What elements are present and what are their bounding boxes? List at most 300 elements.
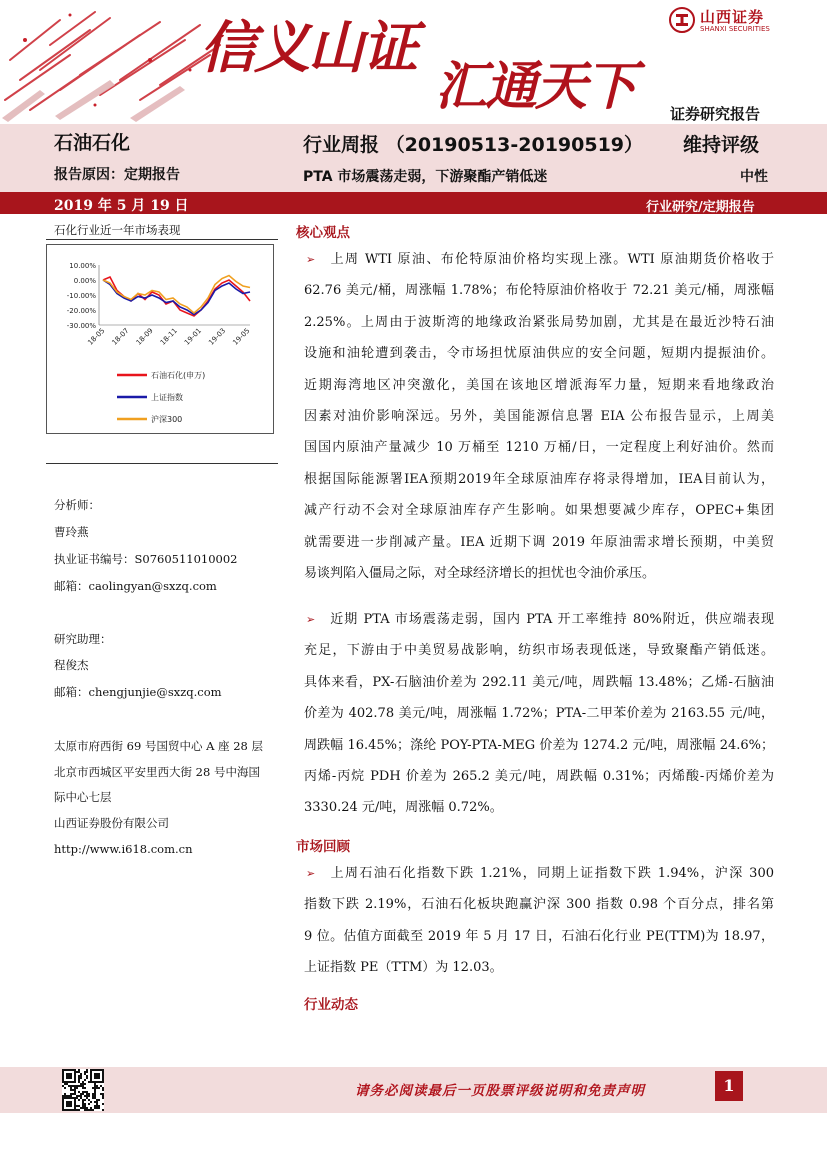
qr-module — [82, 1107, 84, 1109]
qr-module — [96, 1105, 98, 1107]
qr-module — [70, 1069, 72, 1071]
qr-module — [90, 1081, 92, 1083]
qr-module — [94, 1107, 96, 1109]
banner — [0, 0, 827, 124]
qr-module — [80, 1075, 82, 1077]
qr-module — [94, 1091, 96, 1093]
x-tick-label: 18-11 — [158, 326, 179, 347]
paragraph-line: 近期海湾地区冲突激化，美国在该地区增派海军力量，短期来看地缘政治 — [304, 377, 774, 393]
qr-module — [76, 1095, 78, 1097]
qr-module — [98, 1107, 100, 1109]
qr-module — [90, 1107, 92, 1109]
qr-module — [92, 1095, 94, 1097]
qr-module — [86, 1077, 88, 1079]
qr-module — [90, 1079, 92, 1081]
report-type: 证券研究报告 — [670, 105, 761, 123]
qr-module — [102, 1071, 104, 1073]
qr-module — [94, 1097, 96, 1099]
qr-module — [62, 1109, 64, 1111]
slogan-part2: 汇通天下 — [435, 56, 636, 117]
qr-module — [70, 1095, 72, 1097]
qr-module — [88, 1103, 90, 1105]
qr-module — [80, 1095, 82, 1097]
qr-module — [86, 1075, 88, 1077]
qr-module — [74, 1101, 76, 1103]
logo-name: 山西证券 — [700, 8, 765, 26]
qr-module — [90, 1075, 92, 1077]
qr-module — [100, 1069, 102, 1071]
qr-module — [90, 1077, 92, 1079]
qr-module — [70, 1081, 72, 1083]
qr-module — [64, 1081, 66, 1083]
qr-module — [68, 1069, 70, 1071]
qr-module — [94, 1085, 96, 1087]
qr-module — [64, 1109, 66, 1111]
qr-module — [80, 1083, 82, 1085]
analyst-email[interactable]: 邮箱：caolingyan@sxzq.com — [54, 579, 217, 593]
qr-module — [96, 1077, 98, 1079]
bullet-arrow-icon: ➢ — [306, 867, 316, 880]
qr-module — [92, 1109, 94, 1111]
qr-module — [84, 1073, 86, 1075]
legend-label: 石油石化(申万) — [151, 371, 206, 380]
qr-module — [94, 1101, 96, 1103]
qr-module — [90, 1073, 92, 1075]
qr-module — [70, 1085, 72, 1087]
paragraph-line: 2.25%。上周由于波斯湾的地缘政治紧张局势加剧，尤其是在最近沙特石油 — [304, 314, 774, 330]
paragraph-line: 周跌幅 16.45%；涤纶 POY-PTA-MEG 价差为 1274.2 元/吨，周涨幅 24.6%； — [304, 737, 774, 753]
section-title-market-review: 市场回顾 — [296, 839, 350, 855]
qr-module — [78, 1077, 80, 1079]
qr-module — [78, 1081, 80, 1083]
company-url[interactable]: http://www.i618.com.cn — [54, 842, 193, 856]
qr-module — [68, 1103, 70, 1105]
qr-module — [78, 1069, 80, 1071]
qr-module — [64, 1087, 66, 1089]
qr-module — [70, 1097, 72, 1099]
qr-module — [100, 1093, 102, 1095]
qr-module — [88, 1109, 90, 1111]
page-number: 1 — [715, 1071, 743, 1101]
qr-module — [84, 1083, 86, 1085]
qr-module — [86, 1097, 88, 1099]
qr-code-icon — [62, 1069, 104, 1111]
qr-module — [72, 1109, 74, 1111]
qr-module — [74, 1069, 76, 1071]
disclaimer[interactable]: 请务必阅读最后一页股票评级说明和免责声明 — [355, 1083, 645, 1099]
qr-module — [82, 1105, 84, 1107]
qr-module — [86, 1107, 88, 1109]
paragraph-line: 价差为 402.78 美元/吨，周涨幅 1.72%；PTA-二甲苯价差为 2163.55 元/吨， — [304, 706, 774, 722]
logo-english: SHANXI SECURITIES — [700, 25, 770, 33]
qr-module — [62, 1095, 64, 1097]
qr-module — [74, 1077, 76, 1079]
qr-module — [94, 1083, 96, 1085]
qr-module — [80, 1077, 82, 1079]
qr-module — [70, 1105, 72, 1107]
qr-module — [68, 1081, 70, 1083]
qr-module — [86, 1095, 88, 1097]
qr-module — [68, 1075, 70, 1077]
qr-module — [102, 1089, 104, 1091]
paragraph-line: 根据国际能源署IEA预期2019年全球原油库存将录得增加，IEA目前认为， — [304, 471, 774, 487]
analyst-cert: 执业证书编号：S0760511010002 — [54, 552, 238, 566]
qr-module — [66, 1103, 68, 1105]
qr-module — [96, 1107, 98, 1109]
qr-module — [102, 1097, 104, 1099]
qr-module — [80, 1097, 82, 1099]
qr-module — [96, 1081, 98, 1083]
x-tick-label: 18-09 — [134, 326, 155, 347]
qr-module — [64, 1093, 66, 1095]
qr-module — [94, 1105, 96, 1107]
qr-module — [98, 1075, 100, 1077]
x-tick-label: 18-05 — [86, 326, 107, 347]
qr-module — [94, 1095, 96, 1097]
paragraph-market-review — [304, 858, 774, 984]
x-tick-label: 19-01 — [183, 326, 204, 347]
qr-module — [100, 1085, 102, 1087]
chart-title: 石化行业近一年市场表现 — [54, 223, 181, 237]
paragraph-line: 就需要进一步削减产量。IEA 近期下调 2019 年原油需求增长预期，中美贸 — [304, 534, 774, 550]
qr-module — [74, 1105, 76, 1107]
paragraph-crude-oil — [304, 244, 774, 589]
bullet-arrow-icon: ➢ — [306, 613, 316, 626]
qr-module — [74, 1109, 76, 1111]
qr-module — [62, 1079, 64, 1081]
qr-module — [74, 1075, 76, 1077]
qr-module — [102, 1073, 104, 1075]
qr-module — [102, 1075, 104, 1077]
paragraph-line: ➢ 近期 PTA 市场震荡走弱，国内 PTA 开工率维持 80%附近，供应端表现 — [306, 612, 774, 627]
qr-module — [78, 1085, 80, 1087]
qr-module — [66, 1075, 68, 1077]
assistant-label: 研究助理： — [54, 632, 112, 646]
qr-module — [102, 1077, 104, 1079]
qr-module — [94, 1077, 96, 1079]
paragraph-line: 9 位。估值方面截至 2019 年 5 月 17 日，石油石化行业 PE(TTM)为 18.97， — [304, 928, 774, 944]
qr-module — [98, 1087, 100, 1089]
paragraph-line: 易谈判陷入僵局之际，对全球经济增长的担忧也令油价承压。 — [304, 566, 656, 582]
qr-module — [102, 1093, 104, 1095]
qr-module — [94, 1081, 96, 1083]
qr-module — [72, 1097, 74, 1099]
qr-module — [66, 1095, 68, 1097]
qr-module — [82, 1093, 84, 1095]
industry-name: 石油石化 — [54, 132, 131, 154]
qr-module — [78, 1079, 80, 1081]
x-tick-label: 19-05 — [231, 326, 252, 347]
qr-module — [82, 1087, 84, 1089]
qr-module — [96, 1085, 98, 1087]
qr-module — [90, 1071, 92, 1073]
qr-module — [92, 1097, 94, 1099]
qr-module — [70, 1109, 72, 1111]
qr-module — [82, 1083, 84, 1085]
qr-module — [94, 1069, 96, 1071]
qr-module — [102, 1109, 104, 1111]
qr-module — [78, 1099, 80, 1101]
qr-module — [98, 1069, 100, 1071]
qr-module — [78, 1109, 80, 1111]
qr-module — [74, 1081, 76, 1083]
market-chart — [46, 244, 274, 434]
qr-module — [98, 1077, 100, 1079]
qr-module — [70, 1101, 72, 1103]
address-line: 北京市西城区平安里西大街 28 号中海国 — [54, 765, 260, 779]
divider — [46, 239, 278, 240]
qr-module — [62, 1075, 64, 1077]
qr-module — [64, 1097, 66, 1099]
bullet-arrow-icon: ➢ — [306, 253, 316, 266]
qr-module — [84, 1105, 86, 1107]
qr-module — [62, 1107, 64, 1109]
qr-module — [74, 1097, 76, 1099]
qr-module — [62, 1101, 64, 1103]
qr-module — [66, 1081, 68, 1083]
qr-module — [92, 1081, 94, 1083]
paragraph-line: 上证指数 PE（TTM）为 12.03。 — [304, 960, 503, 976]
paragraph-line: 3330.24 元/吨，周涨幅 0.72%。 — [304, 800, 503, 816]
qr-module — [76, 1071, 78, 1073]
qr-module — [68, 1085, 70, 1087]
section-title-core-view: 核心观点 — [296, 225, 350, 241]
paragraph-line: 丙烯-丙烷 PDH 价差为 265.2 美元/吨，周跌幅 0.31%；丙烯酸-丙烯价差为 — [304, 769, 774, 785]
qr-module — [68, 1109, 70, 1111]
qr-module — [72, 1085, 74, 1087]
qr-module — [80, 1093, 82, 1095]
qr-module — [74, 1099, 76, 1101]
y-tick-label: -30.00% — [66, 322, 96, 330]
qr-module — [78, 1091, 80, 1093]
qr-module — [74, 1093, 76, 1095]
qr-module — [62, 1071, 64, 1073]
assistant-email[interactable]: 邮箱：chengjunjie@sxzq.com — [54, 685, 222, 699]
report-reason: 报告原因：定期报告 — [54, 167, 180, 183]
y-tick-label: -10.00% — [66, 292, 96, 300]
qr-module — [90, 1069, 92, 1071]
qr-module — [102, 1081, 104, 1083]
qr-module — [82, 1101, 84, 1103]
paragraph-line: 指数下跌 2.19%，石油石化板块跑赢沪深 300 指数 0.98 个百分点，排名第 — [304, 897, 774, 913]
qr-module — [84, 1087, 86, 1089]
paragraph-line: ➢ 上周 WTI 原油、布伦特原油价格均实现上涨。WTI 原油期货价格收于 — [306, 252, 774, 267]
qr-module — [78, 1105, 80, 1107]
qr-module — [78, 1095, 80, 1097]
qr-module — [70, 1089, 72, 1091]
qr-module — [94, 1089, 96, 1091]
analyst-name: 曹玲燕 — [54, 525, 89, 539]
qr-module — [68, 1101, 70, 1103]
qr-module — [74, 1087, 76, 1089]
qr-module — [96, 1103, 98, 1105]
legend-label: 沪深300 — [151, 415, 183, 424]
qr-module — [72, 1093, 74, 1095]
assistant-name: 程俊杰 — [54, 658, 89, 672]
qr-module — [68, 1105, 70, 1107]
qr-module — [62, 1073, 64, 1075]
qr-module — [82, 1103, 84, 1105]
qr-module — [66, 1101, 68, 1103]
qr-module — [78, 1075, 80, 1077]
company-name: 山西证券股份有限公司 — [54, 816, 169, 830]
report-date: 2019 年 5 月 19 日 — [54, 198, 189, 214]
qr-module — [66, 1097, 68, 1099]
y-tick-label: 10.00% — [69, 262, 96, 270]
section-title-industry-news: 行业动态 — [304, 997, 358, 1013]
qr-module — [62, 1081, 64, 1083]
qr-module — [74, 1107, 76, 1109]
report-headline: PTA 市场震荡走弱，下游聚酯产销低迷 — [303, 169, 548, 185]
qr-module — [84, 1079, 86, 1081]
qr-module — [98, 1105, 100, 1107]
qr-module — [72, 1069, 74, 1071]
qr-module — [62, 1099, 64, 1101]
report-category: 行业研究/定期报告 — [646, 200, 755, 215]
qr-module — [88, 1095, 90, 1097]
qr-module — [74, 1091, 76, 1093]
qr-module — [64, 1083, 66, 1085]
qr-module — [82, 1085, 84, 1087]
qr-module — [78, 1071, 80, 1073]
qr-module — [80, 1107, 82, 1109]
qr-module — [94, 1093, 96, 1095]
paragraph-line: 国国内原油产量减少 10 万桶至 1210 万桶/日，一定程度上利好油价。然而 — [304, 440, 774, 456]
qr-module — [72, 1089, 74, 1091]
qr-module — [70, 1087, 72, 1089]
qr-module — [74, 1089, 76, 1091]
qr-module — [90, 1109, 92, 1111]
qr-module — [72, 1081, 74, 1083]
qr-module — [94, 1075, 96, 1077]
qr-module — [70, 1093, 72, 1095]
qr-module — [84, 1107, 86, 1109]
qr-module — [82, 1099, 84, 1101]
qr-module — [70, 1103, 72, 1105]
qr-module — [62, 1069, 64, 1071]
qr-module — [82, 1081, 84, 1083]
qr-module — [82, 1091, 84, 1093]
qr-module — [96, 1087, 98, 1089]
address-line: 太原市府西街 69 号国贸中心 A 座 28 层 — [54, 739, 264, 753]
paragraph-line: 减产行动不会对全球原油库存产生影响。如果想要减少库存，OPEC+集团 — [304, 503, 774, 519]
analyst-label: 分析师： — [54, 498, 100, 512]
qr-module — [76, 1085, 78, 1087]
qr-module — [70, 1077, 72, 1079]
qr-module — [80, 1085, 82, 1087]
qr-module — [76, 1109, 78, 1111]
qr-module — [66, 1069, 68, 1071]
qr-module — [84, 1091, 86, 1093]
qr-module — [94, 1073, 96, 1075]
qr-module — [96, 1099, 98, 1101]
qr-module — [84, 1099, 86, 1101]
qr-module — [84, 1095, 86, 1097]
qr-module — [86, 1109, 88, 1111]
qr-module — [66, 1083, 68, 1085]
qr-module — [70, 1075, 72, 1077]
qr-module — [102, 1079, 104, 1081]
rating-label: 维持评级 — [683, 134, 760, 156]
qr-module — [98, 1073, 100, 1075]
qr-module — [68, 1095, 70, 1097]
qr-module — [64, 1095, 66, 1097]
qr-module — [80, 1073, 82, 1075]
qr-module — [96, 1069, 98, 1071]
qr-module — [92, 1069, 94, 1071]
paragraph-line: 具体来看，PX-石脑油价差为 292.11 美元/吨，周跌幅 13.48%；乙烯-石脑油 — [304, 674, 774, 690]
qr-module — [74, 1103, 76, 1105]
address-line: 际中心七层 — [54, 790, 112, 804]
qr-module — [86, 1071, 88, 1073]
qr-module — [66, 1073, 68, 1075]
qr-module — [98, 1081, 100, 1083]
y-tick-label: 0.00% — [73, 277, 96, 285]
qr-module — [74, 1085, 76, 1087]
report-title: 行业周报 （20190513-20190519） — [303, 134, 644, 156]
qr-module — [74, 1071, 76, 1073]
qr-module — [92, 1093, 94, 1095]
x-tick-label: 18-07 — [110, 326, 131, 347]
qr-module — [100, 1081, 102, 1083]
qr-module — [88, 1099, 90, 1101]
qr-module — [66, 1105, 68, 1107]
qr-module — [62, 1105, 64, 1107]
x-tick-label: 19-03 — [207, 326, 228, 347]
divider — [46, 463, 278, 464]
qr-module — [74, 1073, 76, 1075]
qr-module — [102, 1103, 104, 1105]
qr-module — [86, 1093, 88, 1095]
qr-module — [84, 1103, 86, 1105]
qr-module — [62, 1077, 64, 1079]
qr-module — [70, 1073, 72, 1075]
company-logo-icon — [668, 6, 696, 34]
qr-module — [68, 1097, 70, 1099]
qr-module — [96, 1073, 98, 1075]
qr-module — [96, 1075, 98, 1077]
qr-module — [86, 1069, 88, 1071]
rating-value: 中性 — [740, 169, 768, 185]
qr-module — [76, 1097, 78, 1099]
qr-module — [102, 1069, 104, 1071]
paragraph-line: 因素对油价影响深远。另外，美国能源信息署 EIA 公布报告显示，上周美 — [304, 409, 774, 425]
chart-canvas — [47, 245, 273, 433]
paragraph-pta — [304, 604, 774, 824]
qr-module — [90, 1101, 92, 1103]
qr-module — [88, 1081, 90, 1083]
qr-module — [102, 1095, 104, 1097]
qr-module — [68, 1077, 70, 1079]
qr-module — [62, 1103, 64, 1105]
qr-module — [76, 1087, 78, 1089]
qr-module — [68, 1073, 70, 1075]
paragraph-line: 62.76 美元/桶，周涨幅 1.78%；布伦特原油价格收于 72.21 美元/桶，周涨幅 — [304, 283, 774, 299]
legend-label: 上证指数 — [151, 393, 183, 402]
qr-module — [66, 1077, 68, 1079]
qr-module — [94, 1087, 96, 1089]
qr-module — [84, 1109, 86, 1111]
qr-module — [74, 1079, 76, 1081]
qr-module — [66, 1109, 68, 1111]
paragraph-line: 设施和油轮遭到袭击，令市场担忧原油供应的安全问题，短期内提振油价。 — [304, 346, 774, 362]
paragraph-line: 充足，下游由于中美贸易战影响，纺织市场表现低迷，导致聚酯产销低迷。 — [304, 643, 774, 659]
qr-module — [88, 1093, 90, 1095]
qr-module — [86, 1091, 88, 1093]
qr-module — [62, 1097, 64, 1099]
paragraph-line: ➢ 上周石油石化指数下跌 1.21%，同期上证指数下跌 1.94%，沪深 300 — [306, 866, 774, 881]
slogan-part1: 信义山证 — [200, 15, 416, 81]
